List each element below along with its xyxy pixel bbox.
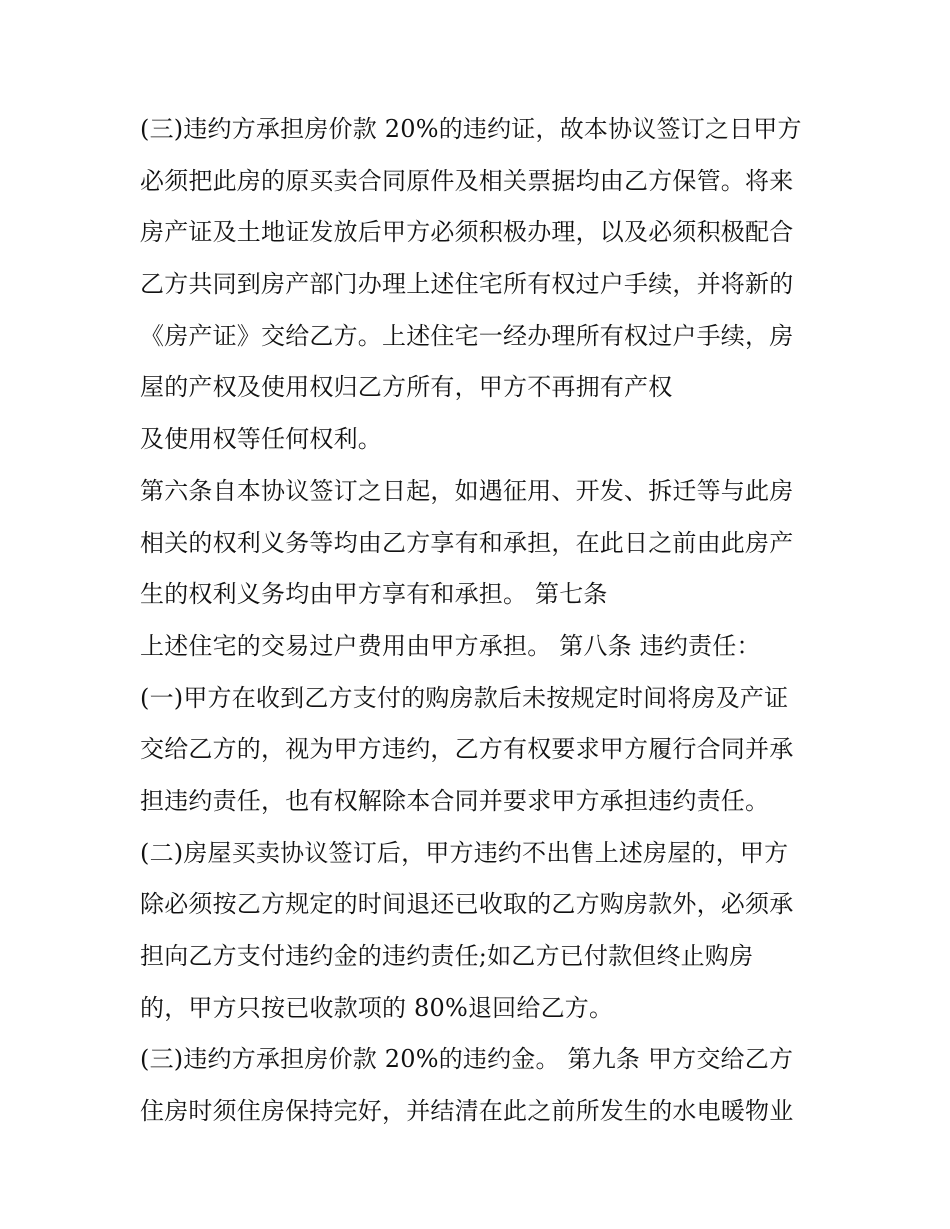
text-line: (一)甲方在收到乙方支付的购房款后未按规定时间将房及产证	[140, 683, 789, 712]
text-line: (二)房屋买卖协议签订后，甲方违约不出售上述房屋的，甲方	[140, 838, 789, 867]
text-line: 住房时须住房保持完好，并结清在此之前所发生的水电暖物业	[140, 1097, 794, 1126]
text-line: (三)违约方承担房价款 20%的违约金。 第九条 甲方交给乙方	[140, 1045, 794, 1074]
text-line: 必须把此房的原买卖合同原件及相关票据均由乙方保管。将来	[140, 166, 794, 195]
text-line: 屋的产权及使用权归乙方所有，甲方不再拥有产权	[140, 373, 673, 402]
text-line: 担违约责任，也有权解除本合同并要求甲方承担违约责任。	[140, 786, 770, 815]
text-line: 生的权利义务均由甲方享有和承担。 第七条	[140, 580, 608, 609]
text-line: 相关的权利义务等均由乙方享有和承担，在此日之前由此房产	[140, 528, 794, 557]
text-line: 第六条自本协议签订之日起，如遇征用、开发、拆迁等与此房	[140, 476, 794, 505]
document-body	[140, 104, 830, 1138]
text-line: 房产证及土地证发放后甲方必须积极办理，以及必须积极配合	[140, 218, 794, 247]
text-line: 《房产证》交给乙方。上述住宅一经办理所有权过户手续，房	[140, 321, 794, 350]
text-line: 除必须按乙方规定的时间退还已收取的乙方购房款外，必须承	[140, 890, 794, 919]
text-line: 交给乙方的，视为甲方违约，乙方有权要求甲方履行合同并承	[140, 735, 794, 764]
text-line: 及使用权等任何权利。	[140, 425, 382, 454]
text-line: 上述住宅的交易过户费用由甲方承担。 第八条 违约责任：	[140, 631, 761, 660]
text-line: 的，甲方只按已收款项的 80%退回给乙方。	[140, 993, 614, 1022]
text-line: 担向乙方支付违约金的违约责任;如乙方已付款但终止购房	[140, 942, 754, 970]
text-line: 乙方共同到房产部门办理上述住宅所有权过户手续，并将新的	[140, 270, 794, 299]
text-line: (三)违约方承担房价款 20%的违约证，故本协议签订之日甲方	[140, 115, 802, 143]
